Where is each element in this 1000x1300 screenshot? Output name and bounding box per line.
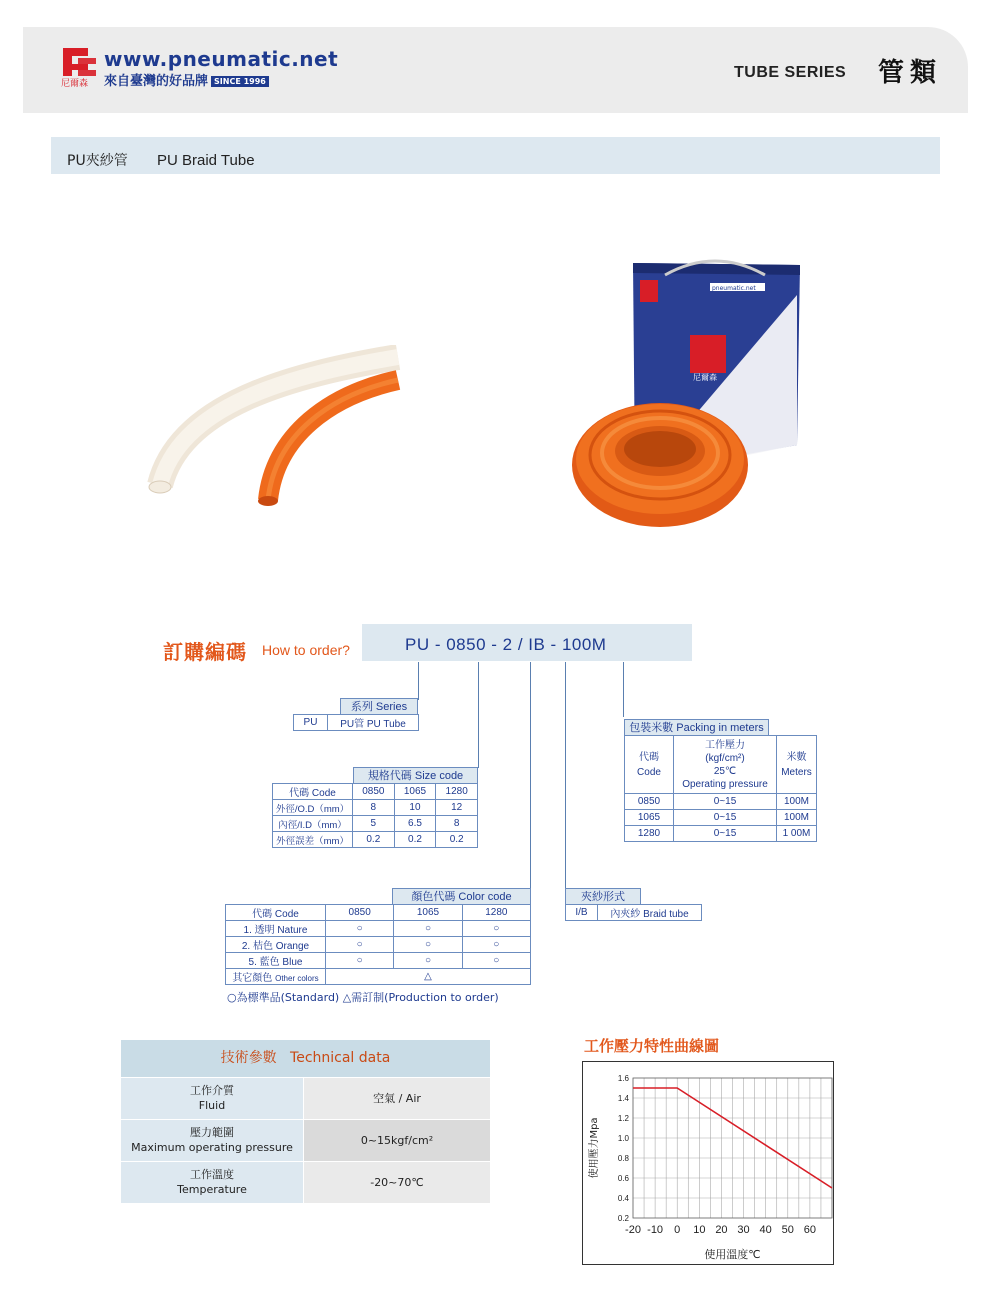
braid-desc: 內夾紗 Braid tube — [598, 905, 702, 921]
packaged-coil-image — [565, 255, 810, 555]
y-tick-label: 0.6 — [617, 1174, 629, 1183]
series-title-cn: 管類 — [878, 58, 943, 88]
color-label: 顏色代碼 Color code — [392, 888, 531, 904]
y-tick-label: 1.4 — [617, 1094, 629, 1103]
connector-series — [418, 662, 419, 700]
product-title-cn: PU夾紗管 — [67, 153, 128, 169]
y-axis-label: 使用壓力Mpa — [589, 1117, 600, 1179]
x-tick-label: 20 — [715, 1224, 728, 1236]
packing-label: 包裝米數 Packing in meters — [624, 719, 769, 735]
chart-title: 工作壓力特性曲線圖 — [584, 1037, 720, 1055]
series-label: 系列 Series — [340, 698, 418, 714]
y-tick-label: 0.4 — [617, 1194, 629, 1203]
x-tick-label: 0 — [674, 1224, 681, 1236]
order-title-cn: 訂購編碼 — [163, 640, 247, 664]
table-row: 代碼 Code 工作壓力 (kgf/cm²) 25℃ Operating pressure 米數 Meters — [625, 736, 817, 794]
series-title-en: TUBE SERIES — [734, 64, 847, 81]
y-tick-label: 1.6 — [617, 1074, 629, 1083]
brand-slogan: 來自臺灣的好品牌 SINCE 1996 — [104, 70, 269, 89]
size-table — [272, 783, 478, 848]
connector-size — [478, 662, 479, 768]
connector-color — [530, 662, 531, 889]
connector-braid — [565, 662, 566, 889]
series-code: PU — [294, 715, 328, 731]
y-tick-label: 1.2 — [617, 1114, 629, 1123]
order-code: PU - 0850 - 2 / IB - 100M — [405, 635, 607, 654]
x-tick-label: 30 — [737, 1224, 750, 1236]
braid-table — [565, 904, 702, 921]
order-title-en: How to order? — [262, 642, 350, 658]
tech-row-temperature: 工作溫度 Temperature -20~70℃ — [121, 1162, 490, 1203]
table-row: 其它顏色 Other colors △ — [226, 969, 531, 985]
table-row: 代碼 Code 0850 1065 1280 — [273, 784, 478, 800]
tech-row-fluid: 工作介質 Fluid 空氣 / Air — [121, 1078, 490, 1119]
legend-note: ○為標準品(Standard) △需訂制(Production to order) — [227, 991, 499, 1004]
table-row: 0850 0~15 100M — [625, 794, 817, 810]
table-row: 外徑誤差（mm） 0.2 0.2 0.2 — [273, 832, 478, 848]
series-table — [293, 714, 419, 731]
x-tick-label: -10 — [647, 1224, 664, 1236]
size-label: 規格代碼 Size code — [353, 767, 478, 783]
svg-text:pneumatic.net: pneumatic.net — [712, 285, 756, 292]
table-row: 1065 0~15 100M — [625, 810, 817, 826]
x-tick-label: 60 — [803, 1224, 817, 1236]
x-tick-label: 10 — [693, 1224, 706, 1236]
brand-logo — [58, 44, 100, 88]
braid-code: I/B — [566, 905, 598, 921]
x-tick-label: 50 — [781, 1224, 794, 1236]
y-tick-label: 0.8 — [617, 1154, 629, 1163]
table-row: 內徑/I.D（mm） 5 6.5 8 — [273, 816, 478, 832]
tech-data-header: 技術參數 Technical data — [121, 1040, 490, 1077]
packing-table — [624, 735, 817, 842]
since-badge: SINCE 1996 — [211, 76, 269, 87]
table-row: 1280 0~15 1 00M — [625, 826, 817, 842]
tech-row-pressure: 壓力範圍 Maximum operating pressure 0~15kgf/cm² — [121, 1120, 490, 1161]
x-axis-label: 使用溫度℃ — [704, 1248, 761, 1261]
table-row: 1. 透明 Nature ○ ○ ○ — [226, 921, 531, 937]
x-tick-label: 40 — [759, 1224, 772, 1236]
table-row: 代碼 Code 0850 1065 1280 — [226, 905, 531, 921]
svg-text:尼爾森: 尼爾森 — [61, 79, 89, 88]
series-desc: PU管 PU Tube — [328, 715, 419, 731]
product-title-en: PU Braid Tube — [157, 152, 255, 169]
svg-text:尼爾森: 尼爾森 — [693, 373, 717, 382]
y-tick-label: 1.0 — [617, 1134, 629, 1143]
site-url[interactable]: www.pneumatic.net — [104, 47, 339, 71]
tube-sample-image — [140, 345, 405, 525]
pressure-chart — [583, 1062, 833, 1264]
braid-label: 夾紗形式 — [565, 888, 641, 904]
connector-packing — [623, 662, 624, 717]
chart-frame — [582, 1061, 834, 1265]
x-tick-label: -20 — [625, 1224, 641, 1236]
table-row: 外徑/O.D（mm） 8 10 12 — [273, 800, 478, 816]
table-row: 2. 桔色 Orange ○ ○ ○ — [226, 937, 531, 953]
color-table — [225, 904, 531, 985]
table-row: 5. 藍色 Blue ○ ○ ○ — [226, 953, 531, 969]
y-tick-label: 0.2 — [617, 1214, 629, 1223]
